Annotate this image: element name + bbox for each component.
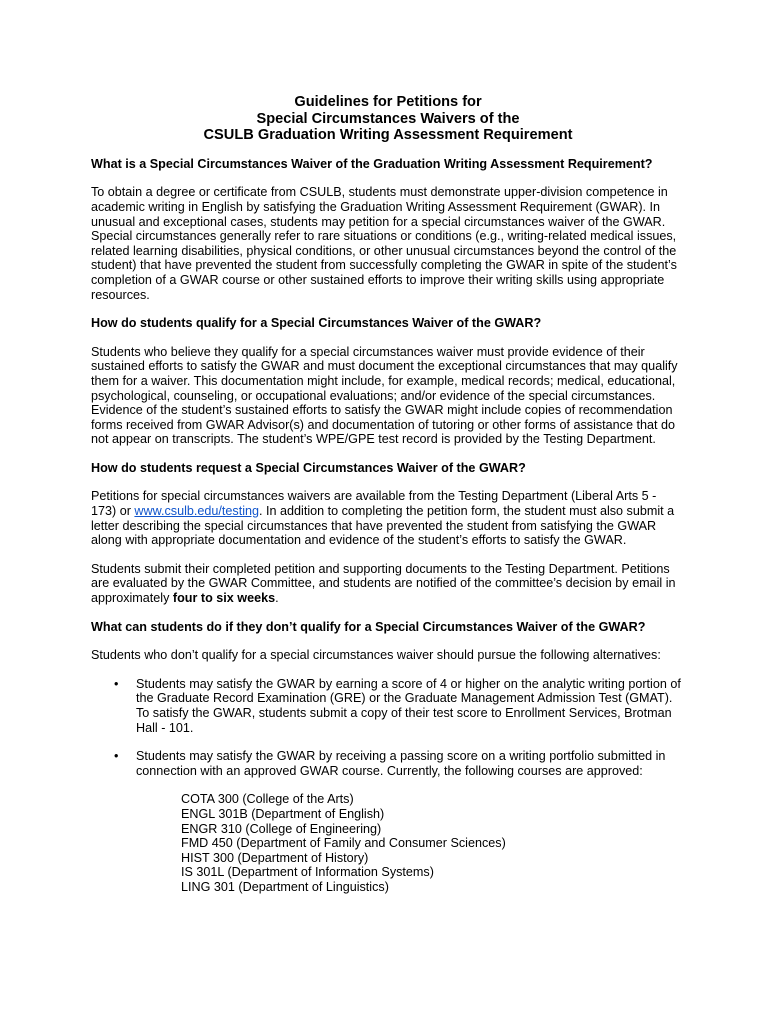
- bullet-icon: •: [114, 749, 119, 764]
- title-line-1: Guidelines for Petitions for: [294, 94, 482, 110]
- alternatives-list: [91, 677, 685, 895]
- testing-link[interactable]: www.csulb.edu/testing: [134, 504, 260, 519]
- section3-para1-text-a: Petitions for special circumstances waivers are available from the Testing Department (Liberal Arts 5 - 173) or: [91, 489, 657, 519]
- section4-heading: What can students do if they don’t qualify for a Special Circumstances Waiver of the GWAR?: [91, 619, 646, 634]
- section1-heading: What is a Special Circumstances Waiver of the Graduation Writing Assessment Requirement?: [91, 156, 653, 171]
- response-time-emphasis: four to six weeks: [172, 591, 276, 606]
- course-item: LING 301 (Department of Linguistics): [181, 879, 389, 894]
- section3-para2-text-a: Students submit their completed petition and supporting documents to the Testing Department. Petitions are evaluated by the GWAR Committee, and students are notified of the committee’s decision by email in approximately: [91, 561, 676, 606]
- document-title: [91, 94, 685, 144]
- section3-para2-text-b: .: [275, 591, 279, 606]
- approved-courses-list: [181, 792, 685, 894]
- course-item: ENGL 301B (Department of English): [181, 806, 385, 821]
- list-item: [91, 749, 685, 894]
- section2-body: Students who believe they qualify for a special circumstances waiver must provide evidence of their sustained efforts to satisfy the GWAR and must document the exceptional circumstances that may qualify them for a waiver. This documentation might include, for example, medical records; medical, educational, psychological, counseling, or occupational evaluations; and/or evidence of the special circumstances. Evidence of the student’s sustained efforts to satisfy the GWAR might include copies of recommendation forms received from GWAR Advisor(s) and documentation of tutoring or other forms of assistance that do not appear on transcripts. The student’s WPE/GPE test record is provided by the Testing Department.: [91, 344, 678, 447]
- alternative-gre-gmat: Students may satisfy the GWAR by earning a score of 4 or higher on the analytic writing portion of the Graduate Record Examination (GRE) or the Graduate Management Admission Test (GMAT). To satisfy the GWAR, students submit a copy of their test score to Enrollment Services, Brotman Hall - 101.: [136, 676, 681, 735]
- document-page: [91, 94, 685, 909]
- course-item: FMD 450 (Department of Family and Consumer Sciences): [181, 836, 506, 851]
- section3-para1-text-b: . In addition to completing the petition form, the student must also submit a letter describing the special circumstances that have prevented the student from satisfying the GWAR along with appropriate documentation and evidence of the student’s efforts to satisfy the GWAR.: [91, 504, 675, 548]
- title-line-2: Special Circumstances Waivers of the: [256, 110, 520, 127]
- section3-heading: How do students request a Special Circumstances Waiver of the GWAR?: [91, 460, 526, 475]
- section3-paragraph-2: [91, 562, 685, 606]
- course-item: HIST 300 (Department of History): [181, 850, 369, 865]
- course-item: ENGR 310 (College of Engineering): [181, 821, 382, 836]
- section3-paragraph-1: [91, 489, 685, 547]
- section1-body: To obtain a degree or certificate from CSULB, students must demonstrate upper-division competence in academic writing in English by satisfying the Graduation Writing Assessment Requirement (GWAR). In unusual and exceptional cases, students may petition for a special circumstances waiver of the GWAR. Special circumstances generally refer to rare situations or conditions (e.g., writing-related medical issues, related learning disabilities, physical conditions, or other unusual circumstances beyond the control of the student) that have prevented the student from successfully completing the GWAR in spite of the student’s completion of a GWAR course or other sustained efforts to improve their writing skills using appropriate resources.: [91, 185, 677, 302]
- alternative-portfolio: Students may satisfy the GWAR by receiving a passing score on a writing portfolio submitted in connection with an approved GWAR course. Currently, the following courses are approved:: [136, 749, 666, 778]
- list-item: [91, 677, 685, 735]
- title-line-3: CSULB Graduation Writing Assessment Requirement: [203, 127, 573, 144]
- section2-heading: How do students qualify for a Special Circumstances Waiver of the GWAR?: [91, 316, 542, 331]
- bullet-icon: •: [114, 676, 119, 691]
- section4-intro: Students who don’t qualify for a special circumstances waiver should pursue the following alternatives:: [91, 648, 661, 663]
- course-item: COTA 300 (College of the Arts): [181, 792, 354, 807]
- course-item: IS 301L (Department of Information Systems): [181, 865, 434, 880]
